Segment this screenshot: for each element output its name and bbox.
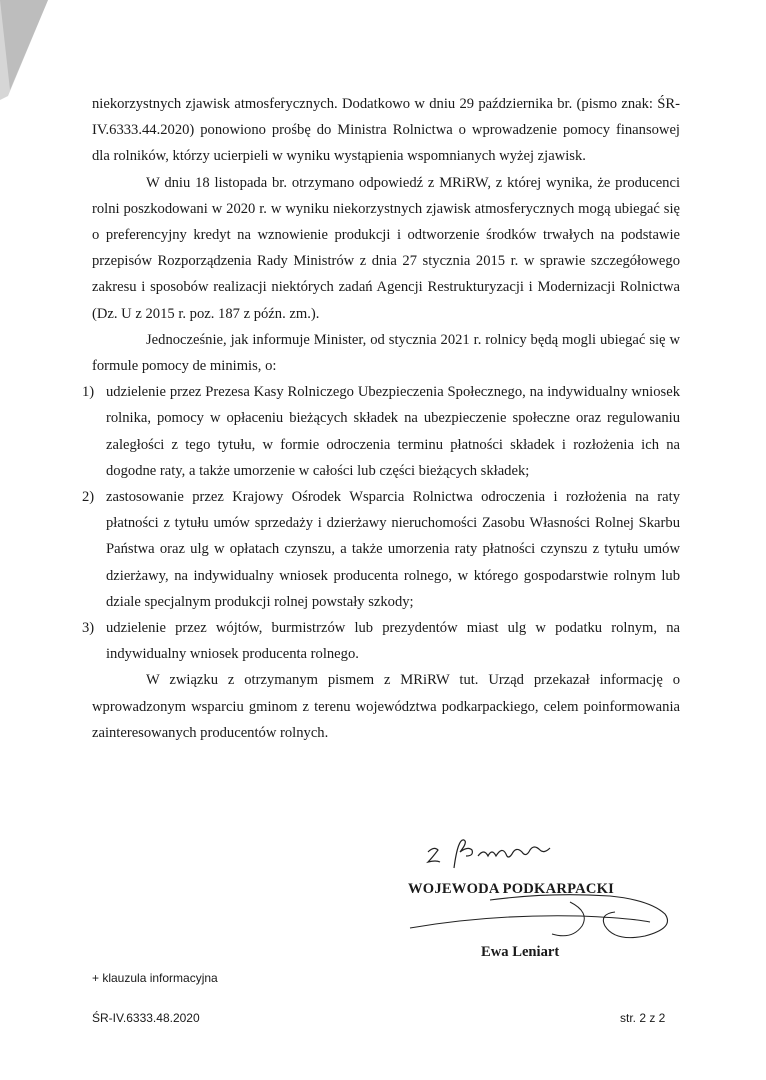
paragraph-3: Jednocześnie, jak informuje Minister, od stycznia 2021 r. rolnicy będą mogli ubiegać się w formule pomocy de minimis, o: bbox=[92, 331, 680, 375]
list-item: 2) zastosowanie przez Krajowy Ośrodek Wsparcia Rolnictwa odroczenia i rozłożenia na raty płatności z tytułu umów sprzedaży i dzierżawy nieruchomości Zasobu Własności Rolnej Skarbu Państwa oraz ulg w opłatach czynszu, a także umorzenia raty płatności czynszu z tytułu umów dzierżawy, na indywidualny wniosek producenta rolnego, w którego gospodarstwie rolnym lub dziale specjalnym produkcji rolnej powstały szkody; bbox=[82, 489, 680, 610]
paragraph-4: W związku z otrzymanym pismem z MRiRW tut. Urząd przekazał informację o wprowadzonym wsparciu gminom z terenu województwa podkarpackiego, celem poinformowania zainteresowanych producentów rolnych. bbox=[92, 672, 680, 741]
signatory-name: Ewa Leniart bbox=[481, 944, 560, 960]
paragraph-1: niekorzystnych zjawisk atmosferycznych. Dodatkowo w dniu 29 października br. (pismo znak: ŚR-IV.6333.44.2020) ponowiono prośbę do Ministra Rolnictwa o wprowadzenie pomocy finansowej dla rolników, którzy ucierpieli w wyniku wystąpienia wspomnianych wyżej zjawisk. bbox=[92, 96, 680, 165]
letter-body bbox=[82, 91, 680, 746]
paragraph-2: W dniu 18 listopada br. otrzymano odpowiedź z MRiRW, z której wynika, że producenci rolni poszkodowani w 2020 r. w wyniku niekorzystnych zjawisk atmosferycznych mogą ubiegać się o preferencyjny kredyt na wznowienie produkcji i odtworzenie środków trwałych na podstawie przepisów Rozporządzenia Rady Ministrów z dnia 27 stycznia 2015 r. w sprawie szczegółowego zakresu i sposobów realizacji niektórych zadań Agencji Restrukturyzacji i Modernizacji Rolnictwa (Dz. U z 2015 r. poz. 187 z późn. zm.). bbox=[92, 174, 680, 322]
support-measures-list bbox=[82, 379, 680, 667]
handwritten-signature bbox=[400, 880, 700, 940]
footnote-information-clause: + klauzula informacyjna bbox=[92, 971, 218, 985]
official-title: WOJEWODA PODKARPACKI bbox=[408, 881, 615, 897]
page-number: str. 2 z 2 bbox=[620, 1011, 666, 1025]
list-item: 3) udzielenie przez wójtów, burmistrzów lub prezydentów miast ulg w podatku rolnym, na indywidualny wniosek producenta rolnego. bbox=[82, 620, 680, 663]
handwritten-authorization-note bbox=[420, 832, 580, 872]
document-reference-number: ŚR-IV.6333.48.2020 bbox=[92, 1011, 200, 1025]
corner-fold-shadow bbox=[0, 0, 50, 100]
list-item: 1) udzielenie przez Prezesa Kasy Rolniczego Ubezpieczenia Społecznego, na indywidualny wniosek rolnika, pomocy w opłaceniu bieżących składek na ubezpieczenie społeczne oraz regulowaniu zaległości z tego tytułu, w formie odroczenia terminu płatności składek i rozłożenia ich na dogodne raty, a także umorzenie w całości lub części bieżących składek; bbox=[82, 384, 680, 479]
